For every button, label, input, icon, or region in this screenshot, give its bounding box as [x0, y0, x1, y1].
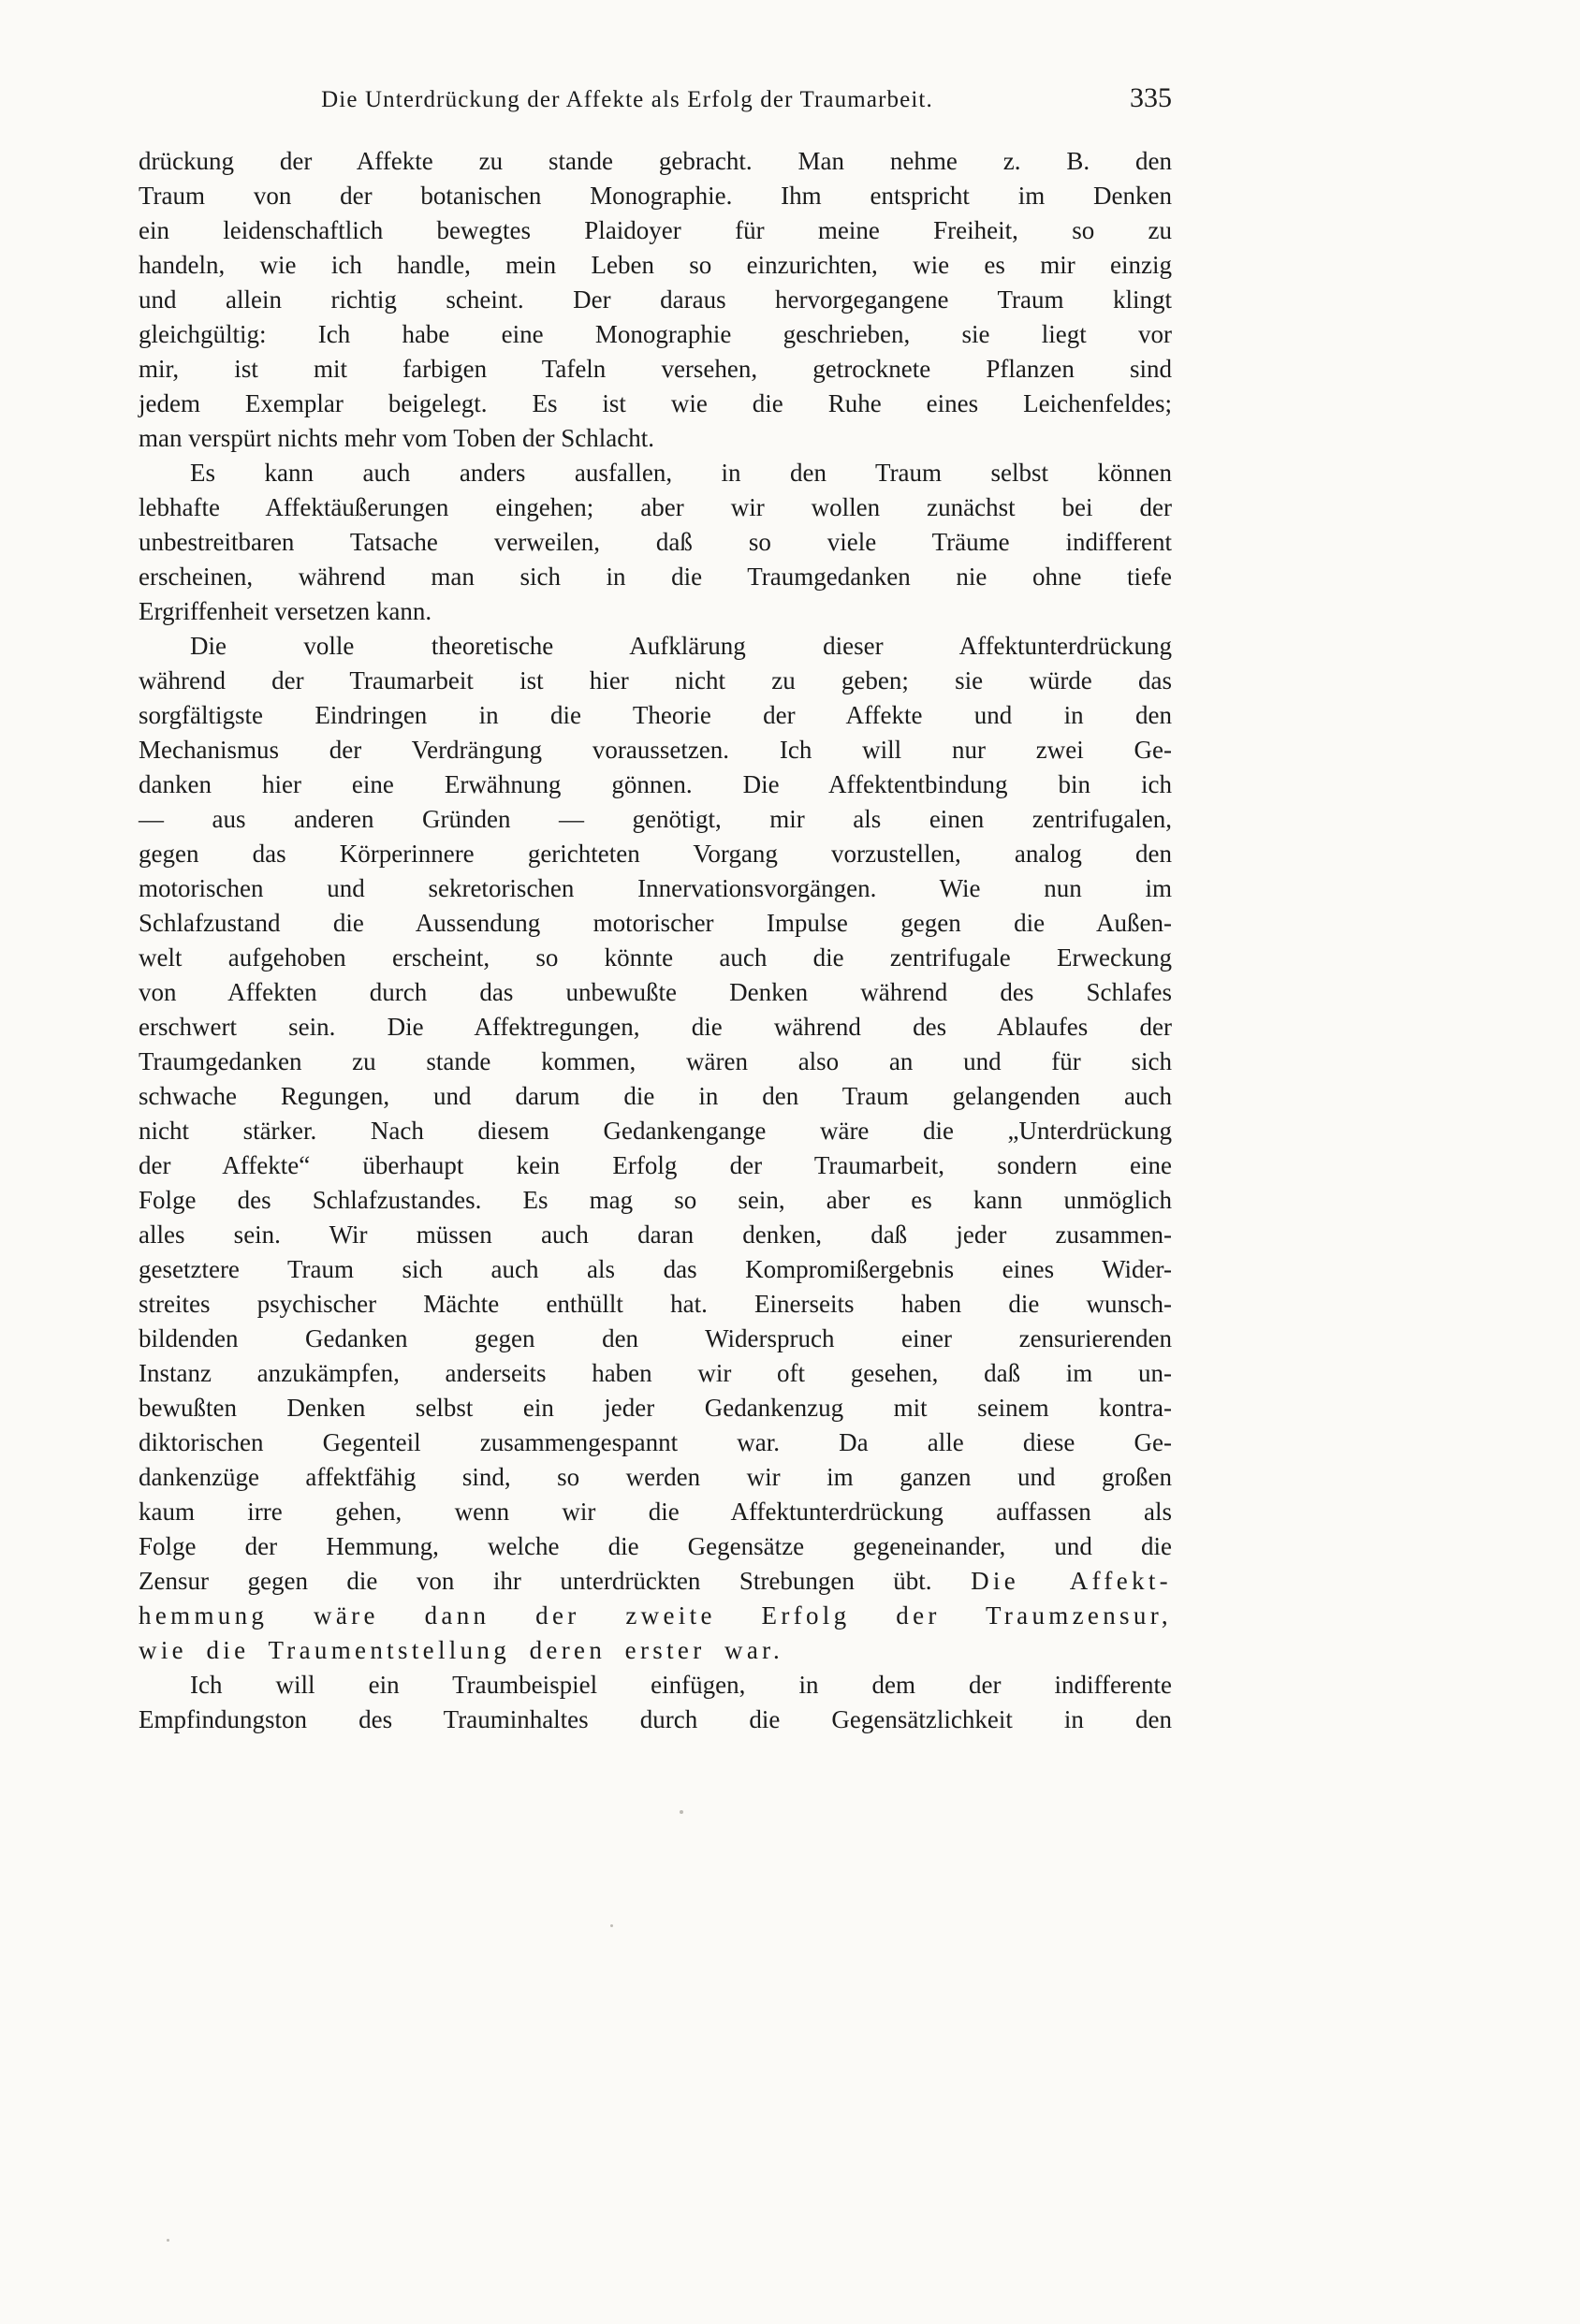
text-line: Folge des Schlafzustandes. Es mag so sein, aber es kann unmöglich [139, 1186, 1172, 1214]
scan-speck [167, 2239, 169, 2242]
text-line: und allein richtig scheint. Der daraus hervorgegangene Traum klingt [139, 285, 1172, 314]
text-line: mir, ist mit farbigen Tafeln versehen, getrocknete Pflanzen sind [139, 355, 1172, 383]
text-line: ein leidenschaftlich bewegtes Plaidoyer für meine Freiheit, so zu [139, 216, 1172, 244]
text-line: der Affekte“ überhaupt kein Erfolg der Traumarbeit, sondern eine [139, 1151, 1172, 1179]
text-line: sorgfältigste Eindringen in die Theorie der Affekte und in den [139, 701, 1172, 729]
text-line: unbestreitbaren Tatsache verweilen, daß so viele Träume indifferent [139, 528, 1172, 556]
text-line: gleichgültig: Ich habe eine Monographie geschrieben, sie liegt vor [139, 320, 1172, 348]
text-line: handeln, wie ich handle, mein Leben so einzurichten, wie es mir einzig [139, 251, 1172, 279]
text-line: jedem Exemplar beigelegt. Es ist wie die Ruhe eines Leichenfeldes; [139, 389, 1172, 417]
text-line: streites psychischer Mächte enthüllt hat. Einerseits haben die wunsch- [139, 1290, 1172, 1318]
page-content [139, 84, 1172, 1737]
text-line: wie die Traumentstellung deren erster war. [139, 1636, 784, 1664]
text-line: nicht stärker. Nach diesem Gedankengange wäre die „Unterdrückung [139, 1117, 1172, 1145]
text-line: während der Traumarbeit ist hier nicht zu geben; sie würde das [139, 666, 1172, 694]
text-line: danken hier eine Erwähnung gönnen. Die Affektentbindung bin ich [139, 770, 1172, 798]
scan-speck [610, 1924, 613, 1927]
paragraph [139, 456, 1172, 629]
text-line: erscheinen, während man sich in die Traumgedanken nie ohne tiefe [139, 563, 1172, 591]
text-line: — aus anderen Gründen — genötigt, mir als einen zentrifugalen, [139, 805, 1172, 833]
paragraph [139, 1668, 1172, 1737]
text-segment: Die Affekt- [971, 1567, 1172, 1595]
running-title: Die Unterdrückung der Affekte als Erfolg der Traumarbeit. [321, 87, 933, 112]
text-segment: Zensur gegen die von ihr unterdrückten Strebungen übt. [139, 1567, 972, 1595]
text-line: gegen das Körperinnere gerichteten Vorgang vorzustellen, analog den [139, 840, 1172, 868]
text-line [139, 1564, 1172, 1599]
text-line: hemmung wäre dann der zweite Erfolg der Traumzensur, [139, 1601, 1172, 1630]
text-line: schwache Regungen, und darum die in den Traum gelangenden auch [139, 1082, 1172, 1110]
text-line: welt aufgehoben erscheint, so könnte auch die zentrifugale Erweckung [139, 943, 1172, 972]
text-line: Die volle theoretische Aufklärung dieser Affektunterdrückung [190, 632, 1172, 660]
text-line: gesetztere Traum sich auch als das Kompromißergebnis eines Wider- [139, 1255, 1172, 1283]
paragraph [139, 144, 1172, 456]
text-block [139, 144, 1172, 1737]
text-line: erschwert sein. Die Affektregungen, die während des Ablaufes der [139, 1013, 1172, 1041]
text-line: Empfindungston des Trauminhaltes durch die Gegensätzlichkeit in den [139, 1705, 1172, 1733]
text-line: bewußten Denken selbst ein jeder Gedankenzug mit seinem kontra- [139, 1394, 1172, 1422]
paragraph [139, 629, 1172, 1668]
text-line: motorischen und sekretorischen Innervationsvorgängen. Wie nun im [139, 874, 1172, 902]
text-line: diktorischen Gegenteil zusammengespannt war. Da alle diese Ge- [139, 1428, 1172, 1456]
text-line: Traumgedanken zu stande kommen, wären also an und für sich [139, 1047, 1172, 1075]
scan-speck [680, 1810, 683, 1814]
text-line: lebhafte Affektäußerungen eingehen; aber wir wollen zunächst bei der [139, 493, 1172, 521]
text-line: bildenden Gedanken gegen den Widerspruch einer zensurierenden [139, 1324, 1172, 1352]
text-line: von Affekten durch das unbewußte Denken während des Schlafes [139, 978, 1172, 1006]
text-line: kaum irre gehen, wenn wir die Affektunterdrückung auffassen als [139, 1498, 1172, 1526]
text-line: Ich will ein Traumbeispiel einfügen, in dem der indifferente [190, 1671, 1172, 1699]
text-line: man verspürt nichts mehr vom Toben der Schlacht. [139, 424, 654, 452]
text-line: drückung der Affekte zu stande gebracht. Man nehme z. B. den [139, 147, 1172, 175]
text-line: Es kann auch anders ausfallen, in den Traum selbst können [190, 459, 1172, 487]
page-number: 335 [1130, 82, 1172, 113]
text-line: alles sein. Wir müssen auch daran denken, daß jeder zusammen- [139, 1220, 1172, 1249]
text-line: Mechanismus der Verdrängung voraussetzen. Ich will nur zwei Ge- [139, 736, 1172, 764]
text-line: Schlafzustand die Aussendung motorischer Impulse gegen die Außen- [139, 909, 1172, 937]
text-line: Instanz anzukämpfen, anderseits haben wir oft gesehen, daß im un- [139, 1359, 1172, 1387]
text-line: Folge der Hemmung, welche die Gegensätze gegeneinander, und die [139, 1532, 1172, 1560]
page-header [139, 84, 1172, 124]
text-line: Traum von der botanischen Monographie. Ihm entspricht im Denken [139, 182, 1172, 210]
text-line: dankenzüge affektfähig sind, so werden wir im ganzen und großen [139, 1463, 1172, 1491]
text-line: Ergriffenheit versetzen kann. [139, 597, 432, 625]
